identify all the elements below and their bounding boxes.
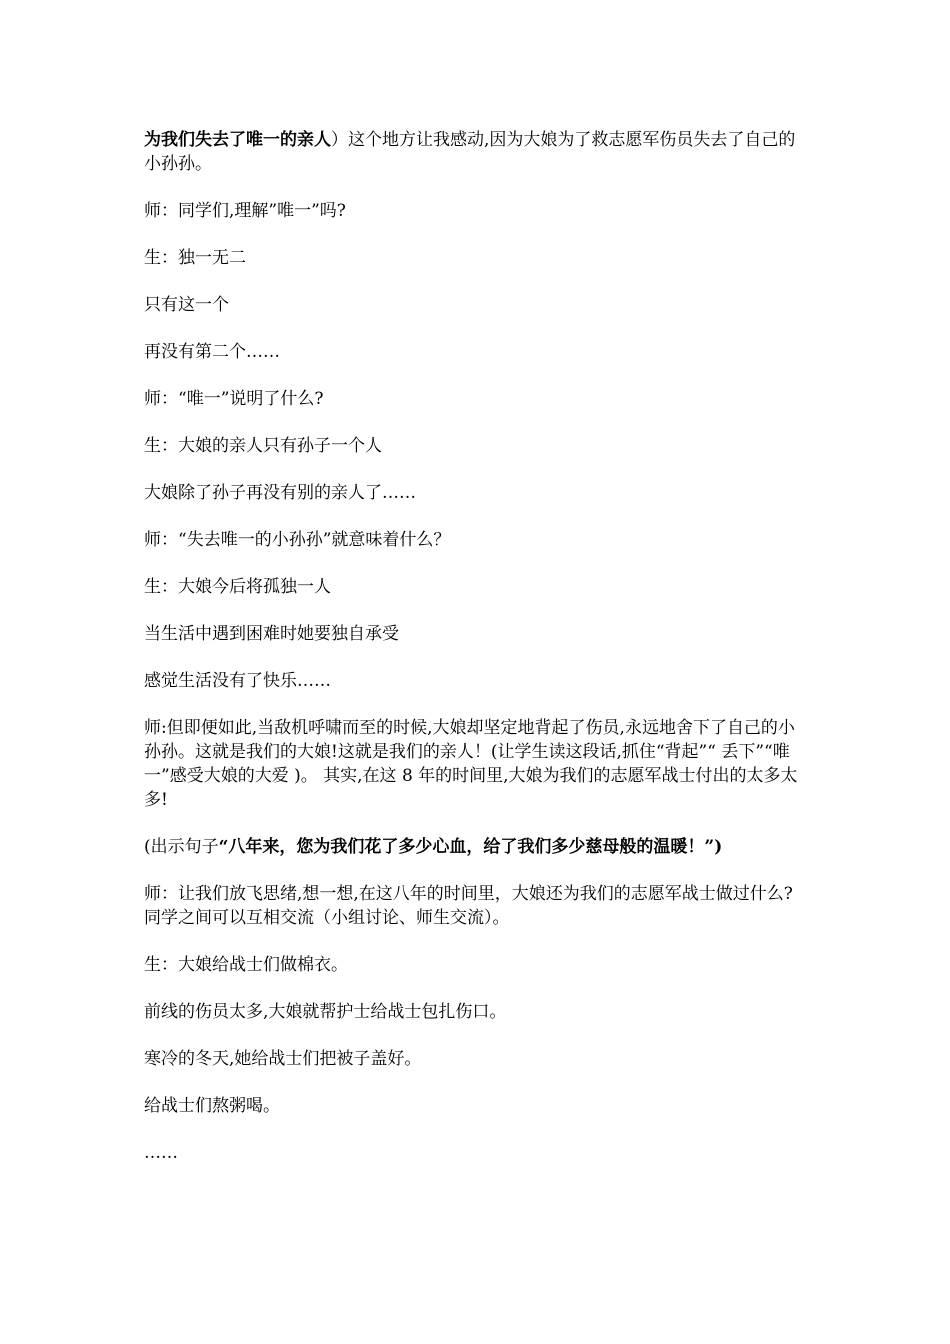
paragraph	[144, 387, 808, 411]
paragraph-text: 给战士们熬粥喝。	[144, 1096, 280, 1116]
paragraph-text: ……	[144, 1143, 178, 1163]
paragraph-text: 师：同学们,理解”唯一”吗?	[144, 201, 346, 221]
paragraph	[144, 835, 808, 859]
paragraph-text: 当生活中遇到困难时她要独自承受	[144, 624, 399, 644]
paragraph	[144, 199, 808, 223]
paragraph	[144, 481, 808, 505]
paragraph	[144, 575, 808, 599]
document-body	[144, 128, 808, 1188]
paragraph	[144, 1094, 808, 1118]
paragraph-text: 师：“唯一”说明了什么?	[144, 389, 324, 409]
paragraph-text: 大娘除了孙子再没有别的亲人了……	[144, 483, 416, 503]
paragraph	[144, 128, 808, 176]
paragraph	[144, 434, 808, 458]
paragraph	[144, 953, 808, 977]
paragraph	[144, 1000, 808, 1024]
paragraph-text: 生：独一无二	[144, 248, 246, 268]
paragraph-text: 再没有第二个……	[144, 342, 280, 362]
paragraph-text: 师：让我们放飞思绪,想一想,在这八年的时间里，大娘还为我们的志愿军战士做过什么?同学之间可以互相交流（小组讨论、师生交流）。	[144, 884, 793, 928]
paragraph	[144, 528, 808, 552]
paragraph-text: (出示句子	[144, 837, 219, 857]
paragraph-text: 师：“失去唯一的小孙孙”就意味着什么？	[144, 530, 451, 550]
paragraph	[144, 1047, 808, 1071]
paragraph-text: 前线的伤员太多,大娘就帮护士给战士包扎伤口。	[144, 1002, 507, 1022]
paragraph-text: 生：大娘给战士们做棉衣。	[144, 955, 348, 975]
paragraph	[144, 882, 808, 930]
paragraph	[144, 716, 808, 812]
paragraph	[144, 622, 808, 646]
paragraph-text: 生：大娘今后将孤独一人	[144, 577, 331, 597]
paragraph-text: ）这个地方让我感动,因为大娘为了救志愿军伤员失去了自己的小孙孙。	[144, 130, 796, 174]
paragraph-text: 寒冷的冬天,她给战士们把被子盖好。	[144, 1049, 422, 1069]
paragraph	[144, 293, 808, 317]
paragraph-text: 师:但即便如此,当敌机呼啸而至的时候,大娘却坚定地背起了伤员,永远地舍下了自己的小孙孙。这就是我们的大娘!这就是我们的亲人！(让学生读这段话,抓住“背起”“ 丢下”“唯一”感受大娘的大爱 )。 其实,在这 8 年的时间里,大娘为我们的志愿军战士付出的太多太多!	[144, 718, 798, 810]
bold-text: “八年来，您为我们花了多少心血，给了我们多少慈母般的温暖！”)	[218, 837, 723, 857]
paragraph-text: 生：大娘的亲人只有孙子一个人	[144, 436, 382, 456]
paragraph	[144, 340, 808, 364]
paragraph	[144, 246, 808, 270]
bold-text: 为我们失去了唯一的亲人	[144, 130, 331, 150]
paragraph-text: 只有这一个	[144, 295, 229, 315]
paragraph-text: 感觉生活没有了快乐……	[144, 671, 331, 691]
paragraph	[144, 1141, 808, 1165]
paragraph	[144, 669, 808, 693]
